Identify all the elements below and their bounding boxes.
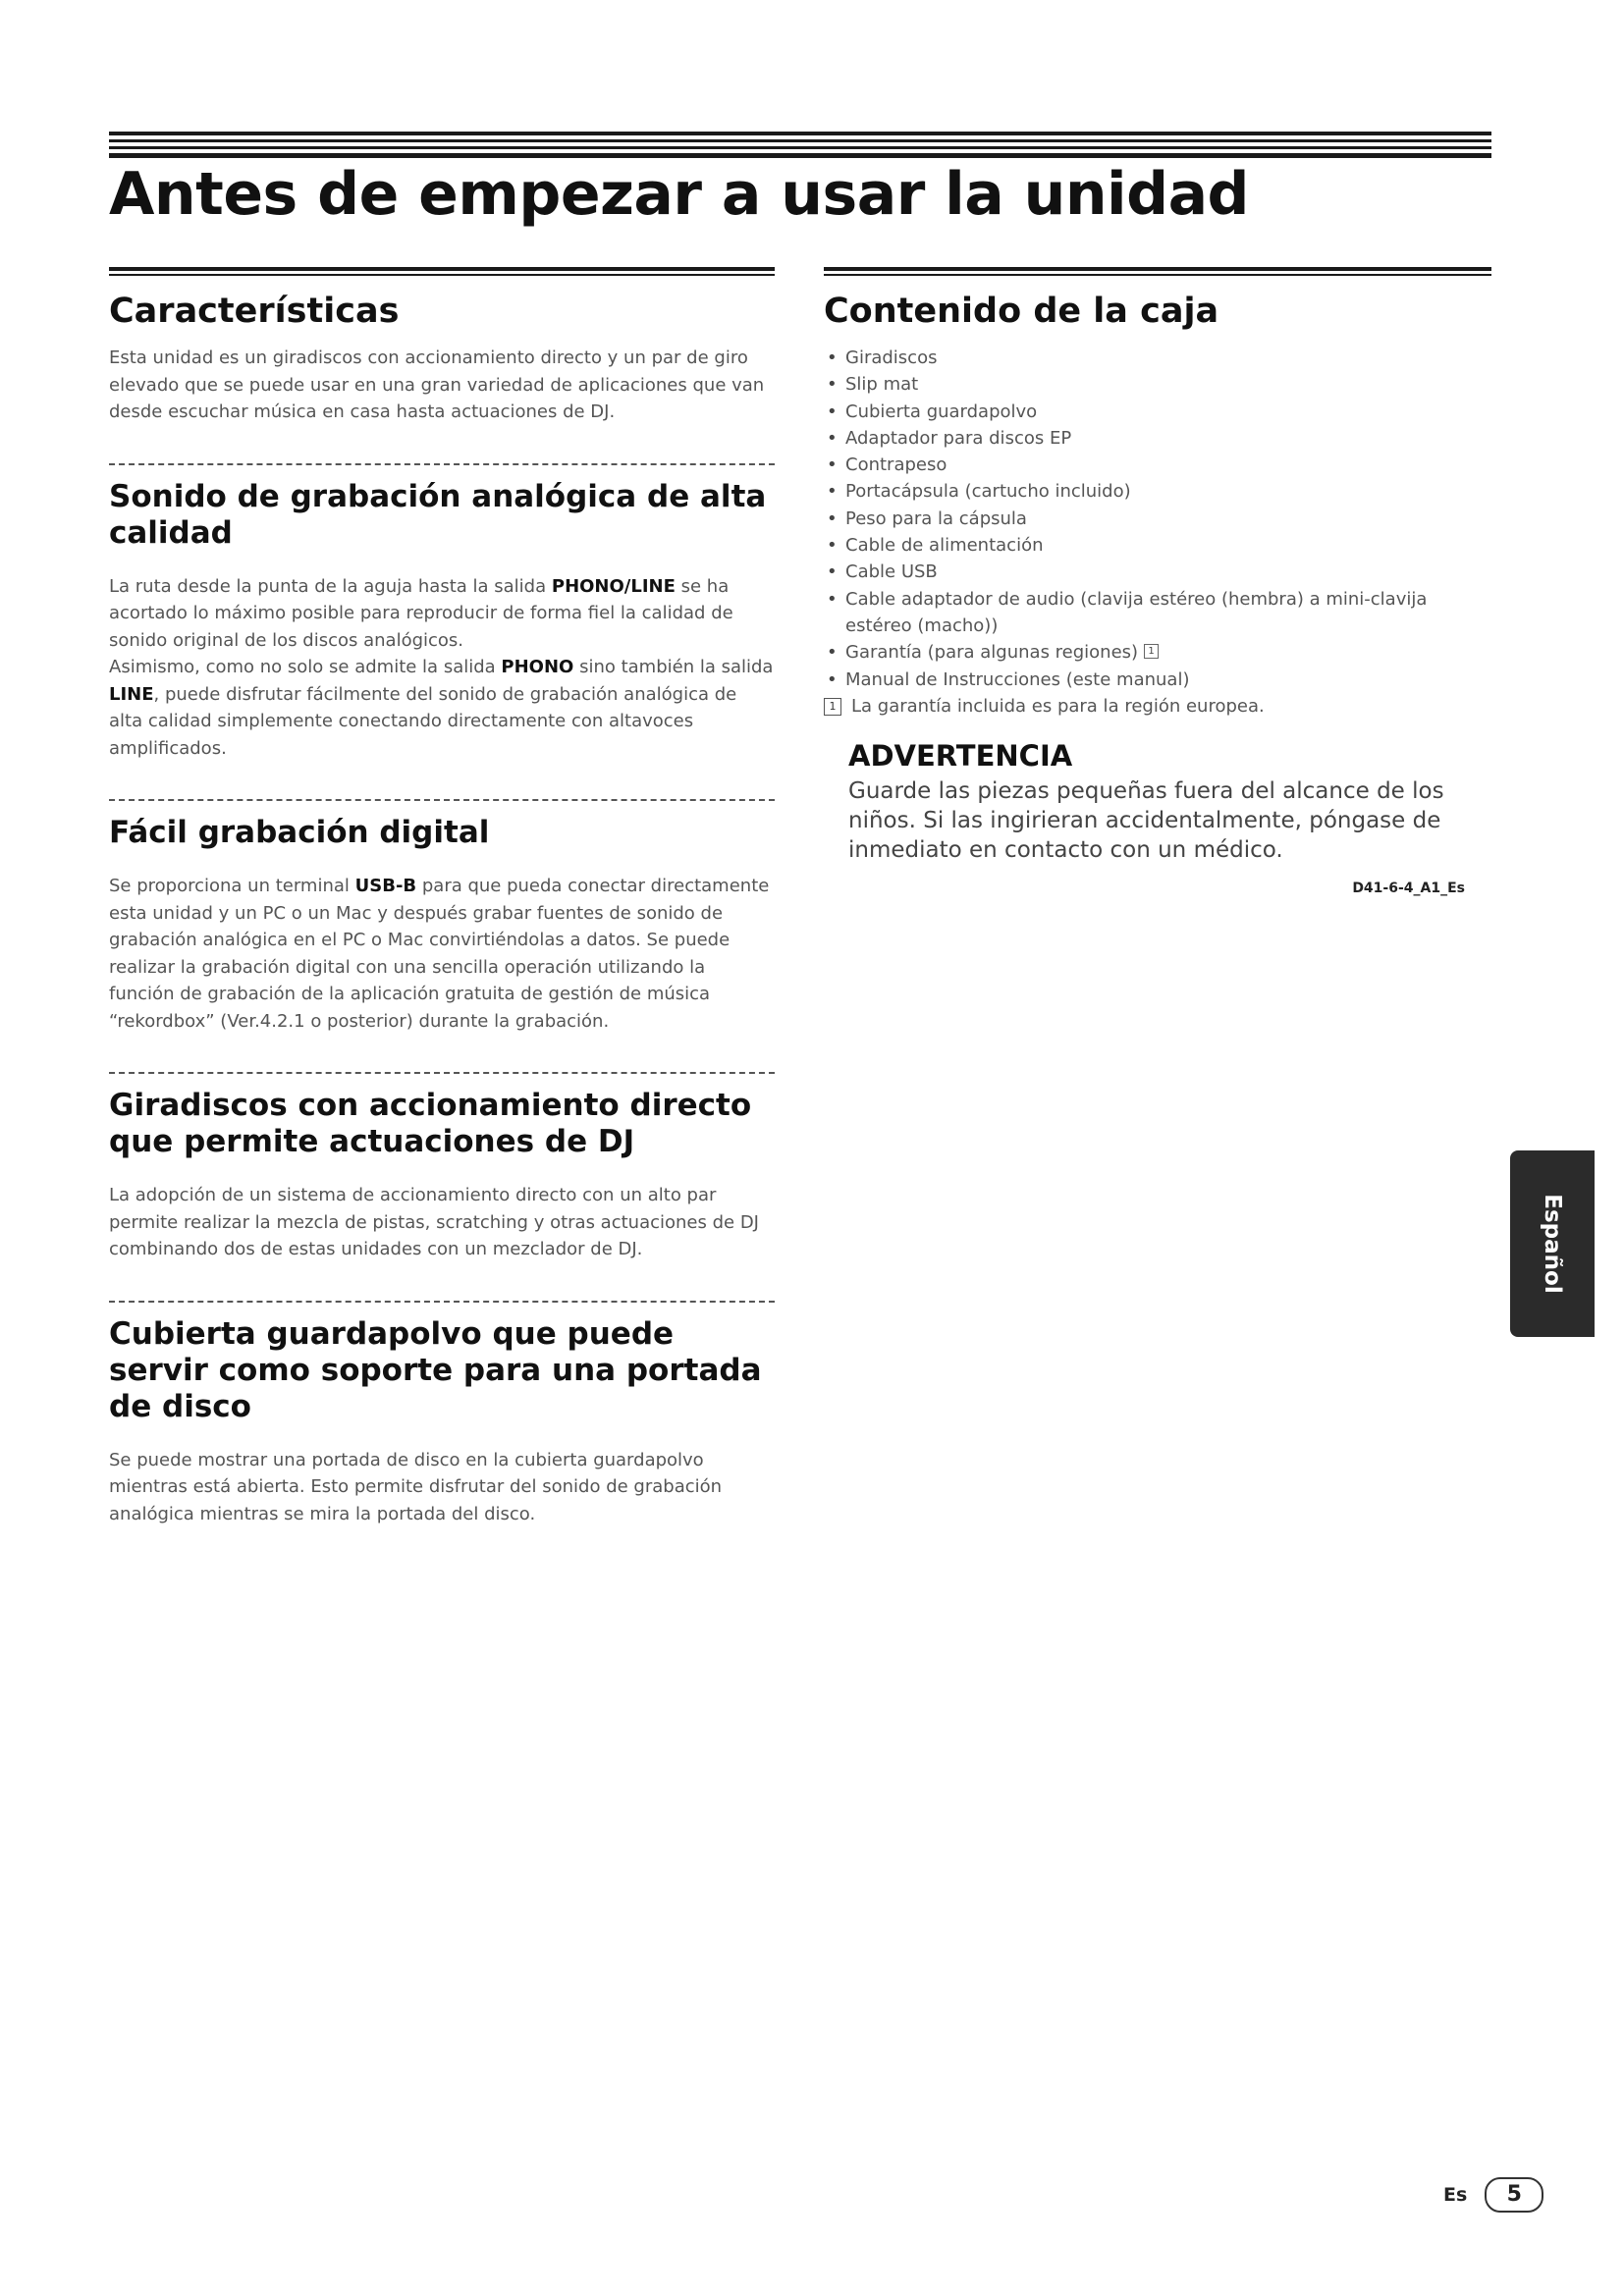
list-item: • Contrapeso: [824, 452, 1491, 478]
list-item: • Manual de Instrucciones (este manual): [824, 667, 1491, 693]
list-item: • Adaptador para discos EP: [824, 425, 1491, 452]
language-tab: [1510, 1150, 1595, 1337]
dashed-divider: [109, 463, 775, 465]
box-contents-list: [824, 345, 1491, 693]
warning-text: Guarde las piezas pequeñas fuera del alcance de los niños. Si las ingirieran accidentalmente, póngase de inmediato en contacto con un médico.: [848, 777, 1444, 863]
list-item: • Slip mat: [824, 371, 1491, 398]
feature-text: La ruta desde la punta de la aguja hasta la salida PHONO/LINE se ha acortado lo máximo posible para reproducir de forma fiel la calidad de sonido original de los discos analógicos. Asimismo, como no solo se admite la salida PHONO sino también la salida LINE, puede disfrutar fácilmente del sonido de grabación analógica de alta calidad simplemente conectando directamente con altavoces amplificados.: [109, 575, 774, 759]
warning-box: [848, 739, 1491, 865]
features-heading: Características: [109, 292, 400, 331]
list-item: • Portacápsula (cartucho incluido): [824, 478, 1491, 505]
feature-title: Fácil grabación digital: [109, 815, 490, 850]
dashed-divider: [109, 1072, 775, 1074]
feature-dust-cover: [109, 1301, 775, 1528]
footnote-text: La garantía incluida es para la región europea.: [851, 695, 1265, 717]
features-intro: Esta unidad es un giradiscos con accionamiento directo y un par de giro elevado que se puede usar en una gran variedad de aplicaciones que van desde escuchar música en casa hasta actuaciones de DJ.: [109, 347, 765, 422]
feature-title: Cubierta guardapolvo que puede servir como soporte para una portada de disco: [109, 1315, 762, 1424]
feature-title: Giradiscos con accionamiento directo que permite actuaciones de DJ: [109, 1088, 752, 1159]
list-item: • Cubierta guardapolvo: [824, 399, 1491, 425]
page-title: Antes de empezar a usar la unidad: [109, 160, 1249, 229]
section-rule: [824, 267, 1491, 276]
list-item: • Giradiscos: [824, 345, 1491, 371]
page-number: 5: [1485, 2177, 1543, 2213]
feature-text: La adopción de un sistema de accionamiento directo con un alto par permite realizar la mezcla de pistas, scratching y otras actuaciones de DJ combinando dos de estas unidades con un mezclador de DJ.: [109, 1185, 759, 1259]
box-contents-heading: Contenido de la caja: [824, 292, 1219, 331]
features-column: [109, 267, 775, 1527]
footnote-marker: 1: [824, 698, 841, 716]
list-item: • Cable USB: [824, 559, 1491, 585]
feature-title: Sonido de grabación analógica de alta calidad: [109, 478, 767, 551]
list-item: • Cable de alimentación: [824, 532, 1491, 559]
warning-title: ADVERTENCIA: [848, 738, 1073, 773]
feature-analog-sound: [109, 463, 775, 763]
dashed-divider: [109, 1301, 775, 1303]
list-item: • Cable adaptador de audio (clavija estéreo (hembra) a mini-clavija estéreo (macho)): [824, 586, 1491, 640]
page-footer: [1443, 2177, 1543, 2213]
section-rule: [109, 267, 775, 276]
footnote: [824, 693, 1491, 720]
document-code: D41-6-4_A1_Es: [1352, 880, 1465, 896]
list-item: • Peso para la cápsula: [824, 506, 1491, 532]
feature-direct-drive: [109, 1072, 775, 1263]
list-item: • Garantía (para algunas regiones) 1: [824, 639, 1491, 666]
box-contents-column: [824, 267, 1491, 896]
feature-text: Se puede mostrar una portada de disco en la cubierta guardapolvo mientras está abierta. Esto permite disfrutar del sonido de grabación analógica mientras se mira la portada del disco.: [109, 1449, 723, 1524]
feature-digital-recording: [109, 799, 775, 1035]
language-code: Es: [1443, 2184, 1468, 2206]
dashed-divider: [109, 799, 775, 801]
title-rules: [109, 132, 1491, 162]
feature-text: Se proporciona un terminal USB-B para que pueda conectar directamente esta unidad y un PC o un Mac y después grabar fuentes de sonido de grabación analógica en el PC o Mac convirtiéndolas a datos. Se puede realizar la grabación digital con una sencilla operación utilizando la función de grabación de la aplicación gratuita de gestión de música “rekordbox” (Ver.4.2.1 o posterior) durante la grabación.: [109, 876, 770, 1032]
language-tab-label: Español: [1540, 1194, 1565, 1294]
footnote-marker: 1: [1144, 644, 1159, 659]
